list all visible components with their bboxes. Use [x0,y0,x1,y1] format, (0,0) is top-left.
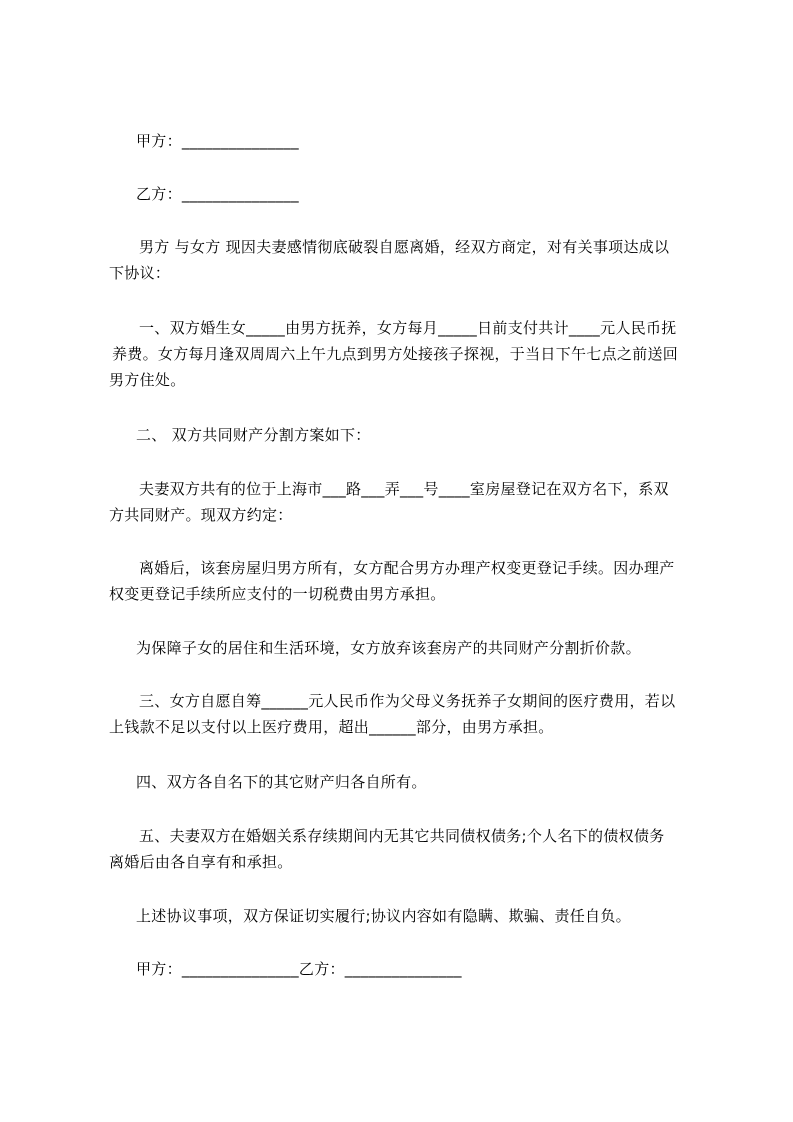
clause3-line-1: 三、女方自愿自筹______元人民币作为父母义务抚养子女期间的医疗费用，若以 [139,692,676,710]
party-a-line: 甲方：_______________ [136,132,299,150]
clause1-line-1: 一、双方婚生女_____由男方抚养，女方每月_____日前支付共计____元人民币抚 [139,319,677,337]
party-b-line: 乙方：_______________ [136,185,299,203]
clause2-heading: 二、 双方共同财产分割方案如下： [136,426,371,444]
clause4: 四、双方各自名下的其它财产归各自所有。 [136,773,427,791]
house-line-1: 离婚后，该套房屋归男方所有，女方配合男方办理产权变更登记手续。因办理产 [139,559,675,577]
clause5-line-2: 离婚后由各自享有和承担。 [109,853,293,871]
signature-line: 甲方：_______________乙方：_______________ [136,960,462,978]
clause1-line-2: 养费。女方每月逢双周周六上午九点到男方处接孩子探视，于当日下午七点之前送回 [112,345,679,363]
intro-line-1: 男方 与女方 现因夫妻感情彻底破裂自愿离婚，经双方商定，对有关事项达成以 [139,238,670,256]
intro-line-2: 下协议： [109,264,171,282]
property-line-2: 方共同财产。现双方约定： [109,506,293,524]
closing-statement: 上述协议事项，双方保证切实履行;协议内容如有隐瞒、欺骗、责任自负。 [136,907,631,925]
clause3-line-2: 上钱款不足以支付以上医疗费用，超出______部分，由男方承担。 [109,718,554,736]
clause1-line-3: 男方住处。 [109,371,186,389]
house-line-2: 权变更登记手续所应支付的一切税费由男方承担。 [109,585,446,603]
housing-waiver: 为保障子女的居住和生活环境，女方放弃该套房产的共同财产分割折价款。 [136,639,641,657]
clause5-line-1: 五、夫妻双方在婚姻关系存续期间内无其它共同债权债务;个人名下的债权债务 [139,827,665,845]
property-line-1: 夫妻双方共有的位于上海市___路___弄___号____室房屋登记在双方名下，系双 [139,480,669,498]
